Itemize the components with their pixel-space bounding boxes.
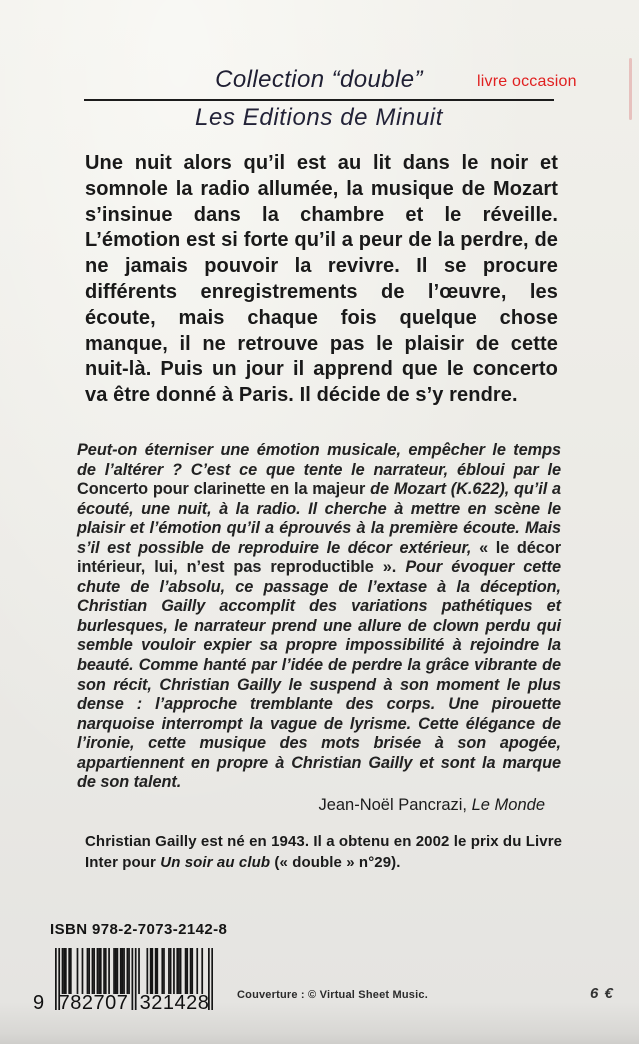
review-paragraph: Peut-on éterniser une émotion musicale, empêcher le temps de l’altérer ? C’est ce que tente le narrateur, ébloui par le Concerto pour clarinette en la majeur de Mozart (K.622), qu’il a écouté, une nuit, à la radio. Il cherche à mettre en scène le plaisir et l’émotion qu’il a éprouvés à la première écoute. Mais s’il est possible de reproduire le décor extérieur, « le décor intérieur, lui, n’est pas reproductible ». Pour évoquer cette chute de l’absolu, ce passage de l’extase à la déception, Christian Gailly accomplit des variations pathétiques et burlesques, le narrateur prend une allure de clown perdu qui semble vouloir expier sa propre impossibilité à rejoindre la beauté. Comme hanté par l’idée de perdre la grâce vibrante de son récit, Christian Gailly le suspend à son moment le plus dense : l’approche tremblante des corps. Une pirouette narquoise interrompt la vague de lyrisme. Cette élégance de l’ironie, cette musique des mots brisée à son apogée, appartiennent en propre à Christian Gailly et sont la marque de son talent. — [77, 441, 562, 792]
review-section — [77, 441, 561, 873]
livre-occasion-stamp: livre occasion — [477, 73, 577, 90]
bio-book-title: Un soir au club — [160, 853, 271, 871]
publisher-title: Les Editions de Minuit — [195, 104, 443, 131]
scan-edge-artifact — [629, 58, 632, 120]
barcode-digit-group2: 321428 — [139, 992, 210, 1014]
price: 6 € — [590, 985, 614, 1002]
barcode-digits — [33, 992, 213, 1016]
cover-credit: Couverture : © Virtual Sheet Music. — [237, 989, 428, 1001]
synopsis-paragraph: Une nuit alors qu’il est au lit dans le noir et somnole la radio allumée, la musique de Mozart s’insinue dans la chambre et le réveille. L’émotion est si forte qu’il a peur de la perdre, de ne jamais pouvoir la revivre. Il se procure différents enregistrements de l’œuvre, les écoute, mais chaque fois quelque chose manque, il ne retrouve pas le plaisir de cette nuit-là. Puis un jour il apprend que le concerto va être donné à Paris. Il décide de s’y rendre. — [85, 152, 558, 407]
isbn-text: ISBN 978-2-7073-2142-8 — [50, 921, 228, 938]
barcode — [33, 948, 213, 1018]
review-attribution — [77, 796, 561, 815]
bio-text-1: Christian Gailly est né en 1943. Il a obtenu en 2002 le prix du Livre Inter pour — [85, 832, 563, 871]
barcode-digit-first: 9 — [33, 992, 45, 1014]
reviewer-name: Jean-Noël Pancrazi, — [318, 795, 472, 814]
divider-line — [84, 99, 554, 101]
bio-text-2: (« double » n°29). — [270, 853, 401, 871]
collection-title: Collection “double” — [215, 66, 423, 93]
author-bio — [85, 831, 563, 873]
review-source: Le Monde — [471, 795, 545, 814]
barcode-digit-group1: 782707 — [58, 992, 129, 1014]
